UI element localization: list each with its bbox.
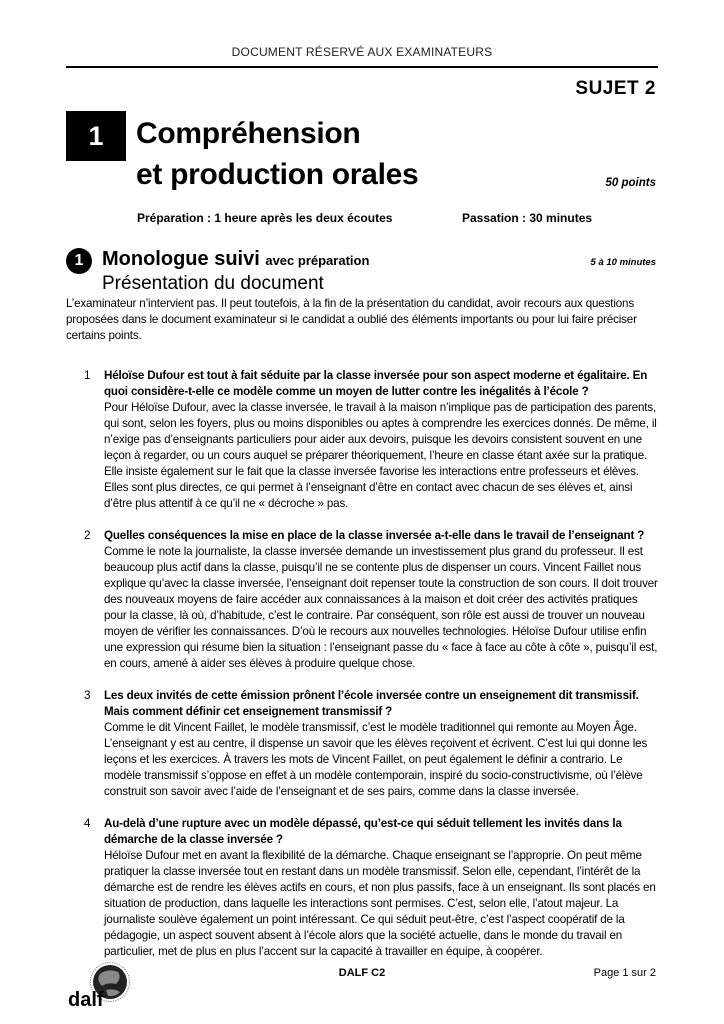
question-text: Héloïse Dufour est tout à fait séduite par la classe inversée pour son aspect moderne et égalitaire. En quoi considère-t-elle ce modèle comme un moyen de lutter contre les inégalités à l’école ? — [104, 369, 648, 398]
passation-time: Passation : 30 minutes — [462, 211, 593, 225]
question-number: 2 — [84, 529, 91, 542]
section-number-box — [66, 111, 126, 161]
subsection-number: 1 — [74, 252, 84, 269]
question-list — [84, 368, 660, 976]
answer-text: Comme le note la journaliste, la classe inversée demande un investissement plus grand du professeur. Il est beaucoup plus actif dans la classe, puisqu’il ne se contente plus de dispenser un cours. Vincent Faillet nous explique qu’avec la classe inversée, l’enseignant doit repenser toute la construction de son cours. Il doit trouver des nouveaux moyens de faire accéder aux connaissances à la maison et doit créer des activités pratiques pour la classe, là où, d’habitude, c’est le contraire. Par conséquent, son rôle est aussi de trouver un nouveau moyen de vérifier les connaissances. D’où le recours aux nouvelles technologies. Héloïse Dufour utilise enfin une expression qui résume bien la situation : l’enseignant passe du « face à face au côte à côte », puisqu’il est, en cours, amené à aider ses élèves à produire quelque chose. — [104, 545, 658, 670]
subsection-title: Monologue suivi — [102, 248, 260, 270]
subsection-heading — [102, 248, 369, 271]
intro-paragraph: L’examinateur n’intervient pas. Il peut toutefois, à la fin de la présentation du candidat, avoir recours aux questions proposées dans le document examinateur si le candidat a oublié des éléments importants ou pour lui faire préciser certains points. — [66, 297, 637, 342]
question-number: 4 — [84, 817, 91, 830]
sujet-label: SUJET 2 — [575, 78, 656, 99]
question-number: 3 — [84, 689, 91, 702]
subsection-number-badge — [66, 248, 92, 274]
section-points: 50 points — [605, 177, 656, 189]
subsection-subtitle: Présentation du document — [102, 273, 324, 294]
header-reserved: DOCUMENT RÉSERVÉ AUX EXAMINATEURS — [231, 45, 493, 59]
footer-exam-name: DALF C2 — [338, 967, 386, 979]
question-text: Au-delà d’une rupture avec un modèle dépassé, qu’est-ce qui séduit tellement les invités dans la démarche de la classe inversée ? — [104, 817, 622, 846]
subsection-qualifier: avec préparation — [265, 253, 370, 268]
footer-page-number: Page 1 sur 2 — [593, 967, 656, 979]
question-item — [84, 688, 660, 800]
subsection-duration: 5 à 10 minutes — [590, 257, 656, 268]
logo-text: dalf — [68, 989, 104, 1010]
preparation-time: Préparation : 1 heure après les deux écoutes — [137, 211, 393, 225]
section-title-line1: Compréhension — [136, 117, 361, 150]
section-number: 1 — [88, 120, 104, 151]
question-item — [84, 816, 660, 960]
question-item — [84, 368, 660, 512]
header-rule — [66, 66, 658, 68]
question-item — [84, 528, 660, 672]
question-text: Quelles conséquences la mise en place de la classe inversée a-t-elle dans le travail de l’enseignant ? — [104, 529, 645, 542]
answer-text: Comme le dit Vincent Faillet, le modèle transmissif, c’est le modèle traditionnel qui remonte au Moyen Âge. L’enseignant y est au centre, il dispense un savoir que les élèves reçoivent et écrivent. C’est lui qui donne les leçons et les exercices. À travers les mots de Vincent Faillet, on peut également le définir a contrario. Le modèle transmissif s’oppose en effet à un modèle contemporain, inspiré du socio-constructivisme, où l’élève construit son savoir avec l’aide de l’enseignant et de ses pairs, comme dans la classe inversée. — [104, 721, 648, 798]
section-title-line2: et production orales — [136, 158, 419, 191]
answer-text: Pour Héloïse Dufour, avec la classe inversée, le travail à la maison n’implique pas de participation des parents, qui sont, selon les foyers, plus ou moins disponibles ou aptes à comprendre les exercices donnés. De même, il n’exige pas d’enseignants particuliers pour aider aux devoirs, puisque les devoirs consistent souvent en une leçon à regarder, ou un cours auquel se préparer théoriquement, l’heure en classe étant axée sur la pratique. Elle insiste également sur le fait que la classe inversée favorise les interactions entre professeurs et élèves. Elles sont plus directes, ce qui permet à l’enseignant d’être en contact avec chacun de ses élèves et, ainsi d’être plus attentif à ce qu’il ne « décroche » pas. — [104, 401, 657, 510]
answer-text: Héloïse Dufour met en avant la flexibilité de la démarche. Chaque enseignant se l’approprie. On peut même pratiquer la classe inversée tout en restant dans un modèle transmissif. Selon elle, cependant, l’intérêt de la démarche est de rendre les élèves actifs en cours, et non plus passifs, face à un enseignant. Ils sont placés en situation de production, dans laquelle les interactions sont permises. C’est, selon elle, l’atout majeur. La journaliste soulève également un point intéressant. Ce qui séduit peut-être, c’est l’aspect coopératif de la pédagogie, un aspect souvent absent à l’école alors que la société actuelle, dans le monde du travail en particulier, met de plus en plus l’accent sur la capacité à travailler en équipe, à coopérer. — [104, 849, 656, 958]
question-number: 1 — [84, 369, 91, 382]
section-title — [136, 113, 418, 195]
question-text: Les deux invités de cette émission prônent l’école inversée contre un enseignement dit transmissif. Mais comment définir cet enseignement transmissif ? — [104, 689, 639, 718]
